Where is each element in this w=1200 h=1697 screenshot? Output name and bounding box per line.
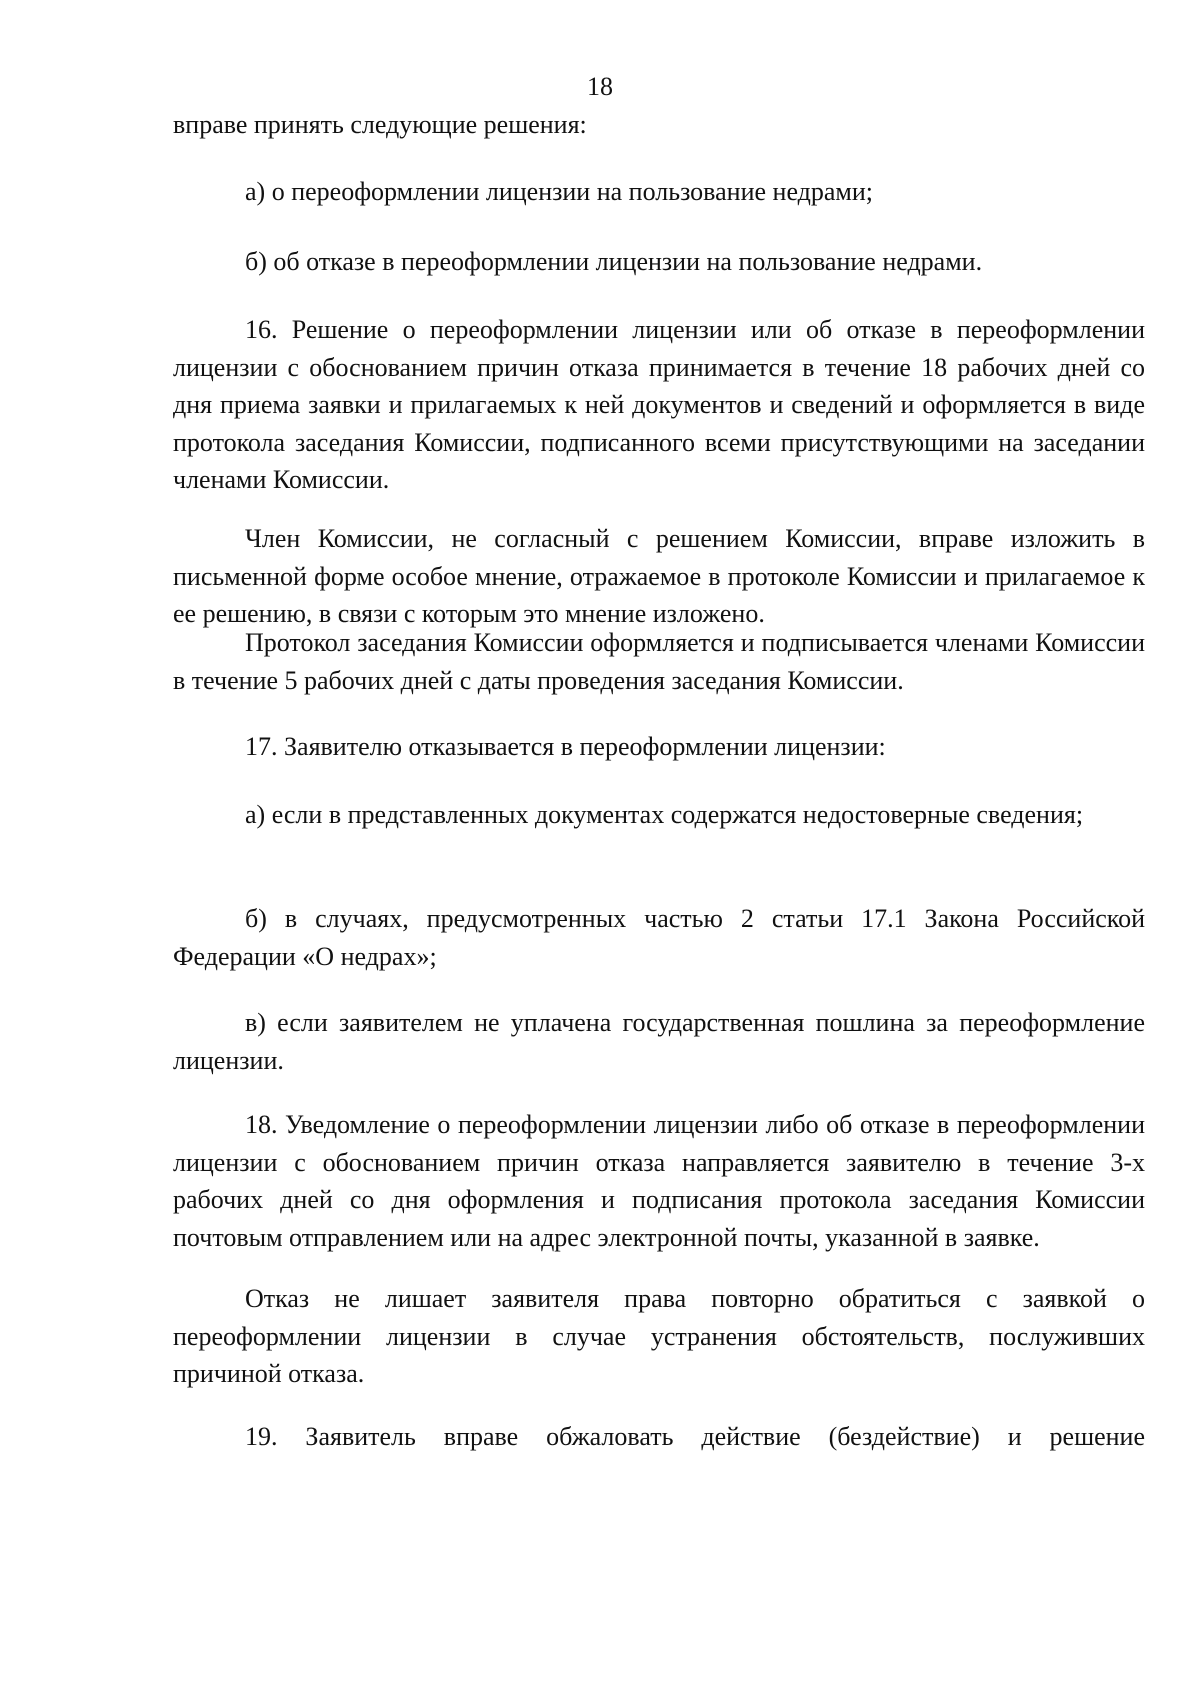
paragraph-16: 16. Решение о переоформлении лицензии или об отказе в переоформлении лицензии с обоснованием причин отказа принимается в течение 18 рабочих дней со дня приема заявки и прилагаемых к ней документов и сведений и оформляется в виде протокола заседания Комиссии, подписанного всеми присутствующими на заседании членами Комиссии. [173,315,1145,495]
paragraph-16-member-opinion: Член Комиссии, не согласный с решением Комиссии, вправе изложить в письменной форме особое мнение, отражаемое в протоколе Комиссии и прилагаемое к ее решению, в связи с которым это мнение изложено. [173,524,1145,629]
paragraph-intro: вправе принять следующие решения: [173,110,587,139]
paragraph-17c: в) если заявителем не уплачена государственная пошлина за переоформление лицензии. [173,1008,1145,1075]
paragraph-15a: а) о переоформлении лицензии на пользование недрами; [245,177,873,206]
paragraph-16-protocol: Протокол заседания Комиссии оформляется и подписывается членами Комиссии в течение 5 рабочих дней с даты проведения заседания Комиссии. [173,628,1145,695]
paragraph-18-refusal: Отказ не лишает заявителя права повторно обратиться с заявкой о переоформлении лицензии в случае устранения обстоятельств, послуживших причиной отказа. [173,1284,1145,1389]
paragraph-17a: а) если в представленных документах содержатся недостоверные сведения; [245,800,1084,829]
paragraph-17: 17. Заявителю отказывается в переоформлении лицензии: [245,732,886,761]
paragraph-15b: б) об отказе в переоформлении лицензии на пользование недрами. [245,247,983,276]
paragraph-19: 19. Заявитель вправе обжаловать действие (бездействие) и решение [245,1422,1145,1451]
page-number: 18 [587,72,613,101]
paragraph-17b: б) в случаях, предусмотренных частью 2 статьи 17.1 Закона Российской Федерации «О недрах»; [173,904,1145,971]
paragraph-18: 18. Уведомление о переоформлении лицензии либо об отказе в переоформлении лицензии с обоснованием причин отказа направляется заявителю в течение 3-х рабочих дней со дня оформления и подписания протокола заседания Комиссии почтовым отправлением или на адрес электронной почты, указанной в заявке. [173,1110,1145,1252]
